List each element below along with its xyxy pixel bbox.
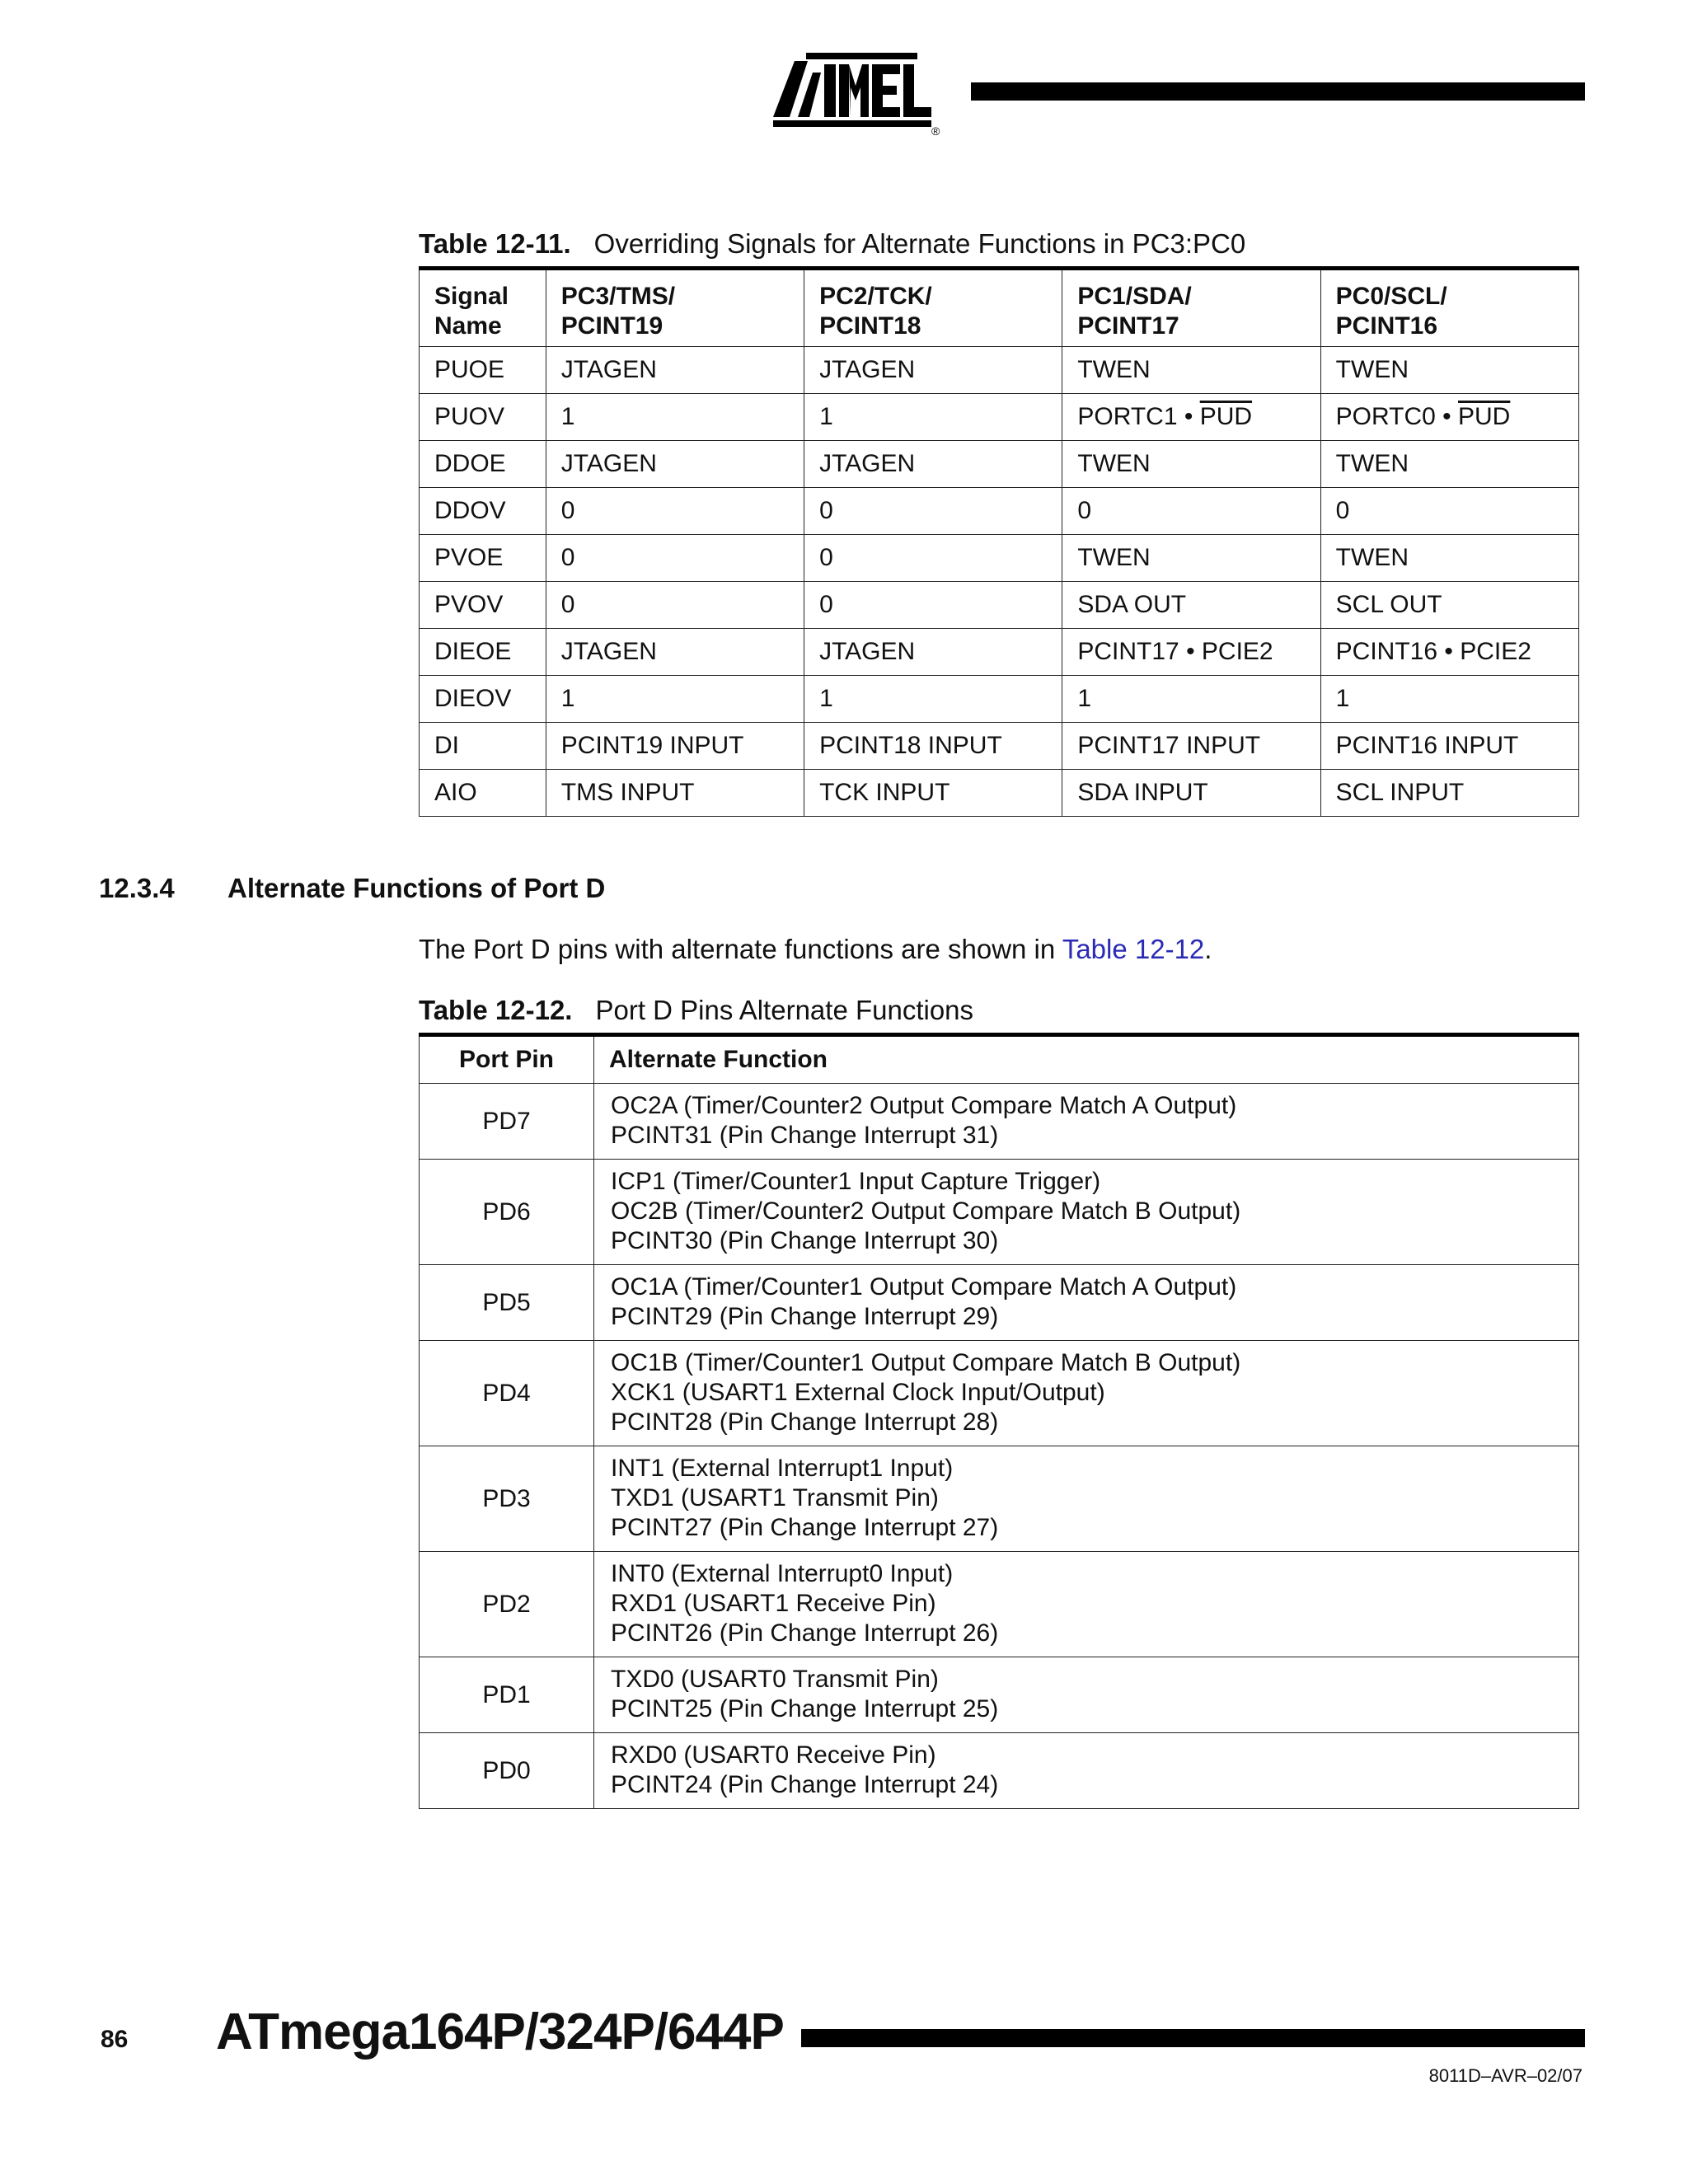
port-d-alternate-functions-table: [419, 1033, 1579, 1809]
table-cell: 0: [546, 488, 804, 535]
function-line: TXD1 (USART1 Transmit Pin): [611, 1484, 939, 1511]
table-row: [420, 394, 1579, 441]
function-line: PCINT27 (Pin Change Interrupt 27): [611, 1514, 999, 1541]
intro-paragraph: [419, 933, 1212, 966]
table-cell: SDA OUT: [1062, 582, 1320, 629]
table-cell: 0: [804, 535, 1062, 582]
table-row-pd2: [420, 1552, 1579, 1657]
port-pin-cell: PD2: [420, 1552, 594, 1657]
table-cell: TMS INPUT: [546, 770, 804, 817]
function-line: TXD0 (USART0 Transmit Pin): [611, 1666, 939, 1693]
port-pin-cell: PD1: [420, 1657, 594, 1733]
table-cell: TCK INPUT: [804, 770, 1062, 817]
port-pin-cell: PD7: [420, 1084, 594, 1160]
port-pin-cell: PD0: [420, 1733, 594, 1809]
table-row-pd5: [420, 1265, 1579, 1341]
header-pc1: PC1/SDA/ PCINT17: [1062, 269, 1320, 347]
table-cell: 0: [546, 582, 804, 629]
table-row-pd0: [420, 1733, 1579, 1809]
pud-overbar: $\overline{PUD}$: [1458, 403, 1511, 430]
intro-text: The Port D pins with alternate functions are shown in: [419, 934, 1062, 964]
table-header-row: [420, 269, 1579, 347]
function-line: PCINT28 (Pin Change Interrupt 28): [611, 1408, 999, 1436]
puov-pc1-prefix: PORTC1 •: [1077, 403, 1200, 430]
section-heading: [99, 872, 605, 905]
function-line: PCINT26 (Pin Change Interrupt 26): [611, 1619, 999, 1647]
function-line: OC1A (Timer/Counter1 Output Compare Match A Output): [611, 1273, 1237, 1301]
table-cell: TWEN: [1320, 535, 1578, 582]
function-line: RXD0 (USART0 Receive Pin): [611, 1741, 936, 1769]
table-row: [420, 347, 1579, 394]
table-cell: 0: [546, 535, 804, 582]
header-alternate-function: Alternate Function: [594, 1035, 1579, 1084]
table-header-row: [420, 1035, 1579, 1084]
table-caption-title: Overriding Signals for Alternate Functions in PC3:PC0: [593, 228, 1246, 259]
table-cell: 1: [1062, 676, 1320, 723]
table-cell: PCINT16 INPUT: [1320, 723, 1578, 770]
table-cell: PUOE: [420, 347, 546, 394]
table-cell: PCINT19 INPUT: [546, 723, 804, 770]
table-cell: DI: [420, 723, 546, 770]
intro-end: .: [1204, 934, 1212, 964]
function-cell: [594, 1160, 1579, 1265]
table-row-pd3: [420, 1446, 1579, 1552]
table-cell: JTAGEN: [546, 629, 804, 676]
function-cell: [594, 1265, 1579, 1341]
table-cell: PCINT17 • PCIE2: [1062, 629, 1320, 676]
puov-pc0-prefix: PORTC0 •: [1335, 403, 1458, 430]
table-cell: 1: [546, 394, 804, 441]
header-pc2: PC2/TCK/ PCINT18: [804, 269, 1062, 347]
function-line: PCINT24 (Pin Change Interrupt 24): [611, 1771, 999, 1798]
header-rule: [971, 82, 1585, 101]
function-line: PCINT30 (Pin Change Interrupt 30): [611, 1227, 999, 1254]
function-cell: [594, 1446, 1579, 1552]
table-cell: JTAGEN: [804, 629, 1062, 676]
table-cell: PCINT18 INPUT: [804, 723, 1062, 770]
table-cell-puov-pc1: [1062, 394, 1320, 441]
table-cell: PCINT17 INPUT: [1062, 723, 1320, 770]
function-line: PCINT25 (Pin Change Interrupt 25): [611, 1695, 999, 1722]
atmel-logo-mark: [773, 53, 931, 127]
table-12-11-caption: [419, 227, 1245, 260]
table-row: [420, 629, 1579, 676]
table-cell: PVOE: [420, 535, 546, 582]
table-row: [420, 770, 1579, 817]
table-row-pd7: [420, 1084, 1579, 1160]
header-port-pin: Port Pin: [420, 1035, 594, 1084]
function-cell: [594, 1733, 1579, 1809]
table-cell: SCL INPUT: [1320, 770, 1578, 817]
port-pin-cell: PD6: [420, 1160, 594, 1265]
function-line: PCINT31 (Pin Change Interrupt 31): [611, 1122, 999, 1149]
table-cell: 0: [1320, 488, 1578, 535]
page-number: 86: [101, 2026, 129, 2053]
table-cell: DIEOV: [420, 676, 546, 723]
table-cell: SCL OUT: [1320, 582, 1578, 629]
footer-doc-title: ATmega164P/324P/644P: [216, 2004, 784, 2060]
table-cell: PVOV: [420, 582, 546, 629]
pud-overbar: $\overline{PUD}$: [1199, 403, 1253, 430]
function-line: XCK1 (USART1 External Clock Input/Output): [611, 1379, 1105, 1406]
table-cell: 1: [804, 676, 1062, 723]
table-cell: 0: [804, 582, 1062, 629]
table-cell: DDOV: [420, 488, 546, 535]
table-cell: TWEN: [1320, 347, 1578, 394]
table-cell: DDOE: [420, 441, 546, 488]
registered-mark: ®: [931, 124, 940, 135]
header-signal-name: Signal Name: [420, 269, 546, 347]
table-row-pd4: [420, 1341, 1579, 1446]
function-line: INT1 (External Interrupt1 Input): [611, 1455, 954, 1482]
function-cell: [594, 1657, 1579, 1733]
header-pc3: PC3/TMS/ PCINT19: [546, 269, 804, 347]
document-code: 8011D–AVR–02/07: [1428, 2065, 1582, 2086]
table-cell: JTAGEN: [546, 441, 804, 488]
table-cell: 1: [804, 394, 1062, 441]
table-caption-number: Table 12-12.: [419, 995, 573, 1025]
table-row: [420, 582, 1579, 629]
function-cell: [594, 1084, 1579, 1160]
function-line: RXD1 (USART1 Receive Pin): [611, 1590, 936, 1617]
table-cell: JTAGEN: [804, 347, 1062, 394]
section-number: 12.3.4: [99, 873, 175, 903]
footer-rule: [801, 2029, 1585, 2047]
function-line: OC2A (Timer/Counter2 Output Compare Match A Output): [611, 1092, 1237, 1119]
table-cell: AIO: [420, 770, 546, 817]
table-cell: DIEOE: [420, 629, 546, 676]
table-cell: JTAGEN: [546, 347, 804, 394]
header-pc0: PC0/SCL/ PCINT16: [1320, 269, 1578, 347]
table-cell: 1: [1320, 676, 1578, 723]
table-cell: 0: [1062, 488, 1320, 535]
port-pin-cell: PD3: [420, 1446, 594, 1552]
table-cell: 1: [546, 676, 804, 723]
port-pin-cell: PD4: [420, 1341, 594, 1446]
table-row: [420, 723, 1579, 770]
atmel-logo-icon: [773, 53, 946, 135]
function-cell: [594, 1341, 1579, 1446]
function-line: PCINT29 (Pin Change Interrupt 29): [611, 1303, 999, 1330]
function-line: ICP1 (Timer/Counter1 Input Capture Trigger): [611, 1168, 1101, 1195]
section-title: Alternate Functions of Port D: [227, 873, 606, 903]
table-caption-number: Table 12-11.: [419, 228, 571, 259]
function-cell: [594, 1552, 1579, 1657]
table-cell: PCINT16 • PCIE2: [1320, 629, 1578, 676]
table-row: [420, 535, 1579, 582]
table-caption-title: Port D Pins Alternate Functions: [595, 995, 974, 1025]
table-12-12-caption: [419, 994, 973, 1027]
table-cell: TWEN: [1062, 441, 1320, 488]
table-12-12-link[interactable]: Table 12-12: [1062, 934, 1205, 964]
table-cell: TWEN: [1062, 535, 1320, 582]
table-cell: JTAGEN: [804, 441, 1062, 488]
table-row-pd6: [420, 1160, 1579, 1265]
table-row-pd1: [420, 1657, 1579, 1733]
table-cell: SDA INPUT: [1062, 770, 1320, 817]
table-row: [420, 441, 1579, 488]
table-cell-puov-pc0: [1320, 394, 1578, 441]
function-line: INT0 (External Interrupt0 Input): [611, 1560, 954, 1587]
table-cell: TWEN: [1320, 441, 1578, 488]
function-line: OC2B (Timer/Counter2 Output Compare Match B Output): [611, 1197, 1241, 1225]
table-cell: 0: [804, 488, 1062, 535]
table-row: [420, 488, 1579, 535]
table-row: [420, 676, 1579, 723]
table-cell: TWEN: [1062, 347, 1320, 394]
table-cell: PUOV: [420, 394, 546, 441]
overriding-signals-table: [419, 266, 1579, 817]
function-line: OC1B (Timer/Counter1 Output Compare Match B Output): [611, 1349, 1241, 1376]
port-pin-cell: PD5: [420, 1265, 594, 1341]
